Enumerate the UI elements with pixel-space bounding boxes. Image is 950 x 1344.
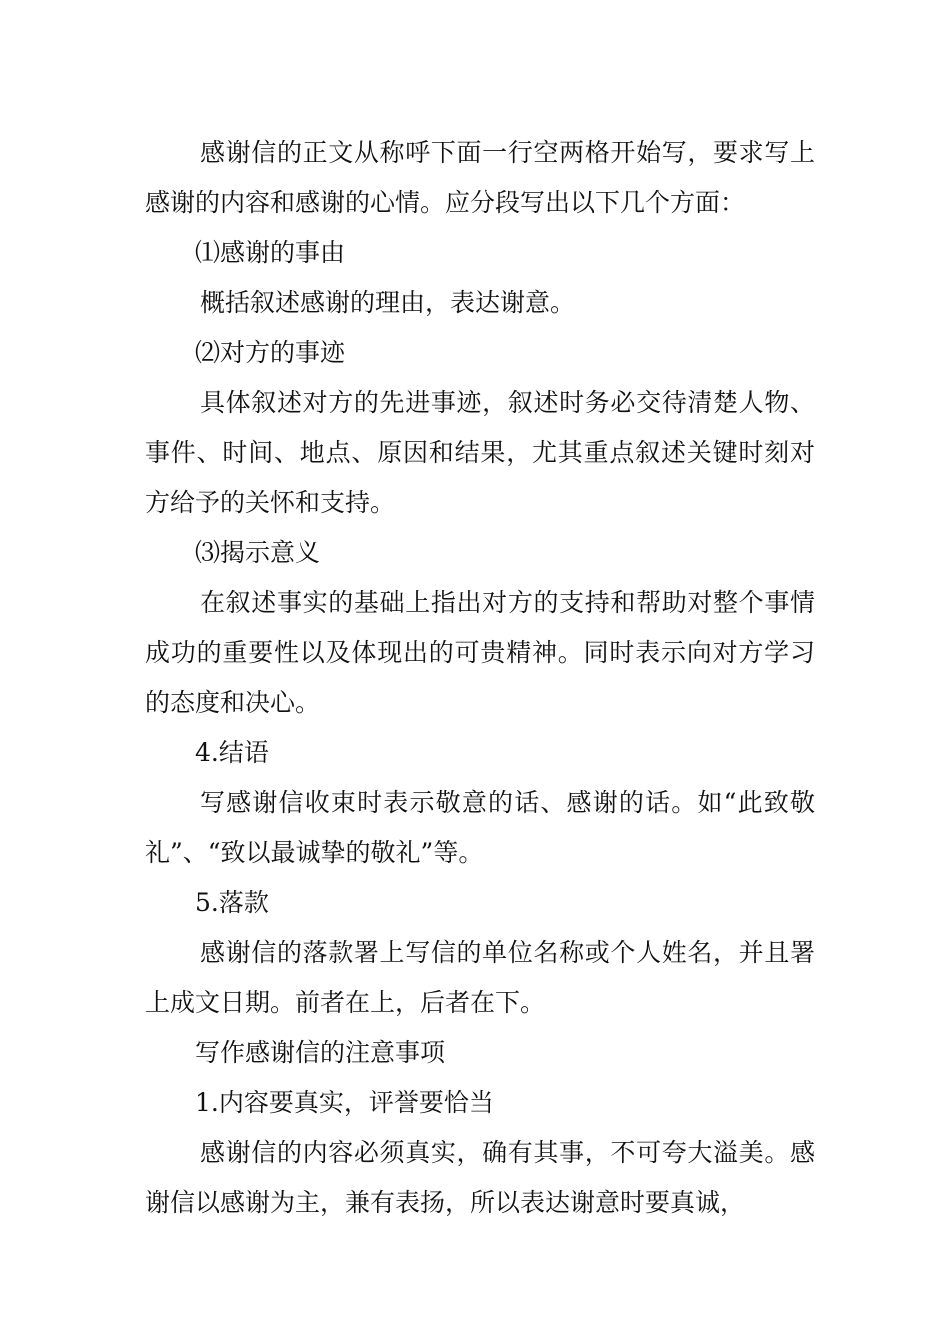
- paragraph-body-intro: 感谢信的正文从称呼下面一行空两格开始写，要求写上感谢的内容和感谢的心情。应分段写出以下几个方面：: [145, 138, 815, 217]
- paragraph-truthful: 感谢信的内容必须真实，确有其事，不可夸大溢美。感谢信以感谢为主，兼有表扬，所以表达谢意时要真诚，: [145, 1138, 815, 1217]
- paragraph-signature: 感谢信的落款署上写信的单位名称或个人姓名，并且署上成文日期。前者在上，后者在下。: [145, 938, 815, 1017]
- document-body: [145, 128, 815, 1228]
- section-heading-truthful: 1.内容要真实，评誉要恰当: [195, 1088, 494, 1117]
- section-heading-signature: 5.落款: [195, 888, 269, 917]
- paragraph-reason: 概括叙述感谢的理由，表达谢意。: [200, 288, 576, 317]
- section-heading-closing: 4.结语: [195, 738, 269, 767]
- section-heading-significance: ⑶揭示意义: [195, 538, 321, 567]
- section-heading-deeds: ⑵对方的事迹: [195, 338, 346, 367]
- section-heading-reason: ⑴感谢的事由: [195, 238, 346, 267]
- section-heading-notes: 写作感谢信的注意事项: [195, 1038, 446, 1067]
- paragraph-deeds: 具体叙述对方的先进事迹，叙述时务必交待清楚人物、事件、时间、地点、原因和结果，尤其重点叙述关键时刻对方给予的关怀和支持。: [145, 388, 815, 517]
- paragraph-closing: 写感谢信收束时表示敬意的话、感谢的话。如“此致敬礼”、“致以最诚挚的敬礼”等。: [145, 788, 815, 867]
- paragraph-significance: 在叙述事实的基础上指出对方的支持和帮助对整个事情成功的重要性以及体现出的可贵精神。同时表示向对方学习的态度和决心。: [145, 588, 815, 717]
